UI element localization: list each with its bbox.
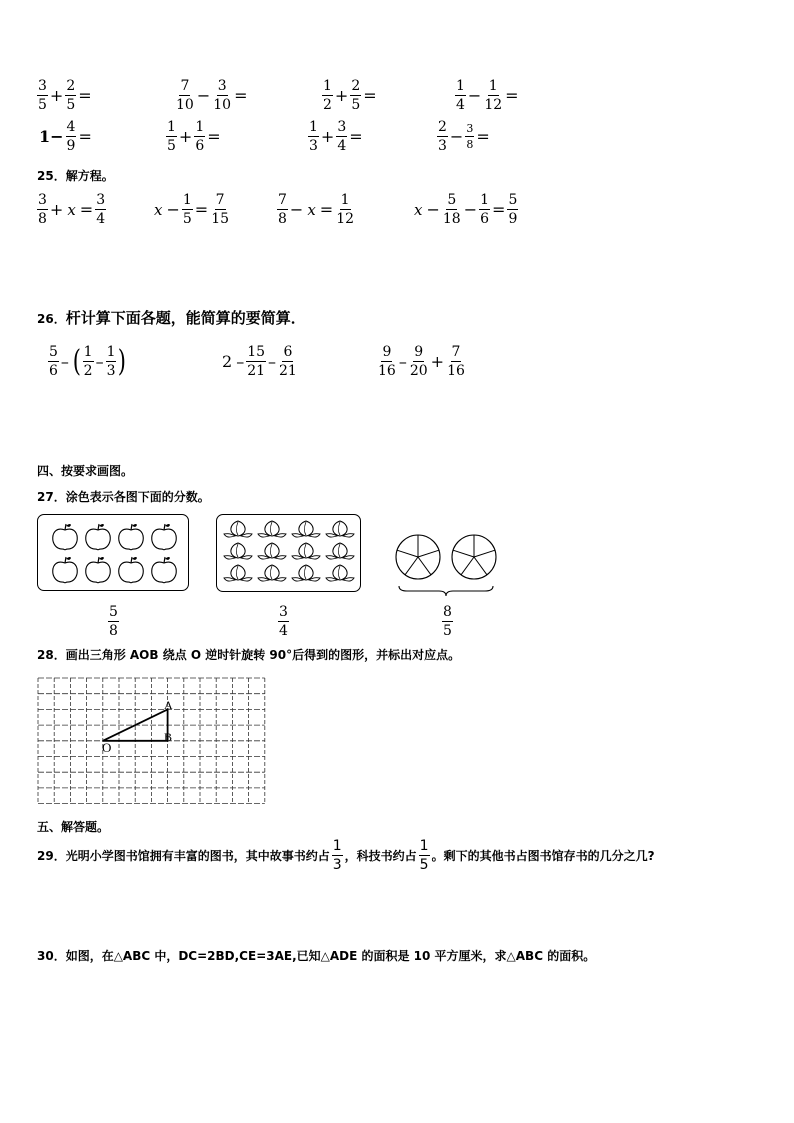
question-number: 26． xyxy=(37,312,66,326)
numerator: 9 xyxy=(414,344,424,360)
numerator: 1 xyxy=(182,192,192,208)
equation-3 xyxy=(277,192,355,227)
variable-x: x xyxy=(307,200,316,219)
numerator: 7 xyxy=(180,78,190,94)
fraction-3-4 xyxy=(278,604,289,639)
point-b-label: B xyxy=(164,730,173,744)
simplify-1 xyxy=(48,344,128,379)
peach-icon xyxy=(326,543,354,559)
operator: − xyxy=(463,200,478,219)
peach-icon xyxy=(224,521,252,537)
right-parenthesis: ) xyxy=(118,343,127,379)
numerator: 3 xyxy=(96,192,106,208)
denominator: 8 xyxy=(466,138,474,151)
question-text: 。剩下的其他书占图书馆存书的几分之几? xyxy=(431,849,655,863)
operator: – xyxy=(95,352,104,371)
numerator: 1 xyxy=(195,119,205,135)
denominator: 9 xyxy=(508,211,518,227)
denominator: 2 xyxy=(83,363,93,379)
equals-sign: = xyxy=(505,86,519,105)
denominator: 10 xyxy=(213,97,232,113)
apple-icon xyxy=(119,524,144,550)
whole-number: 1− xyxy=(39,127,64,146)
equals-sign: = xyxy=(207,127,221,146)
denominator: 12 xyxy=(484,97,503,113)
denominator: 3 xyxy=(309,138,318,154)
denominator: 5 xyxy=(443,623,452,639)
numerator: 1 xyxy=(332,838,342,854)
apple-icon xyxy=(86,524,111,550)
denominator: 6 xyxy=(49,363,58,379)
question-text: ，科技书约占 xyxy=(344,849,417,863)
equals-sign: = xyxy=(234,86,248,105)
apple-icon xyxy=(152,557,177,583)
numerator: 3 xyxy=(337,119,347,135)
calc-2-3 xyxy=(308,119,365,154)
calc-1-1 xyxy=(37,78,94,113)
denominator: 12 xyxy=(336,211,355,227)
numerator: 1 xyxy=(340,192,350,208)
numerator: 3 xyxy=(279,604,288,620)
question-25-title: 25．解方程。 xyxy=(37,169,114,183)
denominator: 21 xyxy=(279,363,297,379)
section-4-heading: 四、按要求画图。 xyxy=(37,464,134,478)
pie-circle-icon xyxy=(452,535,496,579)
numerator: 7 xyxy=(215,192,225,208)
denominator: 8 xyxy=(278,211,287,227)
numerator: 5 xyxy=(447,192,457,208)
equation-4 xyxy=(412,192,518,227)
operator: − xyxy=(196,86,211,105)
apples-drawing xyxy=(38,515,188,590)
question-30: 30．如图，在△ABC 中，DC=2BD,CE=3AE,已知△ADE 的面积是 10 平方厘米，求△ABC 的面积。 xyxy=(37,949,596,963)
pie-circle-icon xyxy=(396,535,440,579)
numerator: 7 xyxy=(278,192,287,208)
operator: − xyxy=(449,127,464,146)
numerator: 2 xyxy=(66,78,76,94)
peach-icon xyxy=(258,521,286,537)
denominator: 4 xyxy=(337,138,347,154)
denominator: 16 xyxy=(447,363,465,379)
numerator: 8 xyxy=(443,604,452,620)
denominator: 20 xyxy=(409,363,428,379)
denominator: 3 xyxy=(106,363,116,379)
apple-icon xyxy=(152,524,177,550)
operator: − xyxy=(426,200,440,219)
operator: + xyxy=(49,86,64,105)
variable-x: x xyxy=(414,200,423,219)
numerator: 3 xyxy=(466,122,474,135)
peach-icon xyxy=(326,521,354,537)
denominator: 21 xyxy=(247,363,266,379)
peach-icon xyxy=(292,565,320,581)
simplify-2 xyxy=(220,344,298,379)
numerator: 1 xyxy=(83,344,93,360)
denominator: 5 xyxy=(182,211,192,227)
denominator: 18 xyxy=(442,211,461,227)
grid-drawing xyxy=(36,676,272,808)
question-29 xyxy=(37,838,655,873)
denominator: 4 xyxy=(279,623,288,639)
denominator: 5 xyxy=(351,97,361,113)
denominator: 9 xyxy=(66,138,76,154)
numerator: 2 xyxy=(351,78,361,94)
operator: + xyxy=(334,86,349,105)
denominator: 3 xyxy=(438,138,447,154)
calc-2-2 xyxy=(166,119,223,154)
denominator: 16 xyxy=(378,363,396,379)
numerator: 1 xyxy=(323,78,332,94)
operator: + xyxy=(49,200,64,219)
numerator: 1 xyxy=(167,119,176,135)
numerator: 4 xyxy=(66,119,76,135)
denominator: 6 xyxy=(195,138,205,154)
question-27-title: 27．涂色表示各图下面的分数。 xyxy=(37,490,210,504)
operator: + xyxy=(320,127,335,146)
calc-2-4 xyxy=(437,119,492,154)
numerator: 5 xyxy=(49,344,58,360)
equals-sign: = xyxy=(194,200,209,219)
numerator: 1 xyxy=(419,838,429,854)
apple-icon xyxy=(53,524,78,550)
denominator: 3 xyxy=(332,857,342,873)
peach-icon xyxy=(258,543,286,559)
peach-icon xyxy=(224,543,252,559)
numerator: 6 xyxy=(283,344,293,360)
calc-2-1 xyxy=(37,119,94,154)
question-text: 杆计算下面各题，能简算的要简算． xyxy=(65,309,306,327)
operator: – xyxy=(398,352,407,371)
equals-sign: = xyxy=(79,200,94,219)
peach-icon xyxy=(258,565,286,581)
equals-sign: = xyxy=(476,127,490,146)
peaches-drawing xyxy=(217,515,360,591)
denominator: 5 xyxy=(419,857,429,873)
fraction-5-8 xyxy=(108,604,119,639)
question-text: 29．光明小学图书馆拥有丰富的图书，其中故事书约占 xyxy=(37,849,330,863)
numerator: 7 xyxy=(451,344,461,360)
peach-icon xyxy=(292,543,320,559)
denominator: 5 xyxy=(38,97,47,113)
peach-icon xyxy=(292,521,320,537)
equation-2 xyxy=(152,192,230,227)
operator: – xyxy=(268,352,277,371)
curly-brace xyxy=(399,586,493,596)
denominator: 2 xyxy=(323,97,332,113)
simplify-3 xyxy=(377,344,466,379)
numerator: 1 xyxy=(106,344,116,360)
peach-icon xyxy=(224,565,252,581)
numerator: 5 xyxy=(109,604,118,620)
equals-sign: = xyxy=(78,127,92,146)
circles-drawing xyxy=(393,530,503,610)
denominator: 4 xyxy=(96,211,106,227)
peach-icon xyxy=(326,565,354,581)
denominator: 15 xyxy=(211,211,230,227)
numerator: 2 xyxy=(438,119,447,135)
variable-x: x xyxy=(154,200,163,219)
calc-1-4 xyxy=(455,78,521,113)
operator: − xyxy=(166,200,180,219)
equals-sign: = xyxy=(349,127,363,146)
point-a-label: A xyxy=(164,698,173,712)
equals-sign: = xyxy=(492,200,506,219)
denominator: 5 xyxy=(66,97,76,113)
numerator: 3 xyxy=(38,78,47,94)
numerator: 5 xyxy=(508,192,518,208)
apple-icon xyxy=(53,557,78,583)
denominator: 8 xyxy=(109,623,118,639)
numerator: 1 xyxy=(480,192,490,208)
point-o-label: O xyxy=(102,740,112,755)
operator: – xyxy=(60,352,69,371)
numerator: 1 xyxy=(309,119,318,135)
equals-sign: = xyxy=(363,86,377,105)
fraction-8-5 xyxy=(442,604,453,639)
question-28-title: 28．画出三角形 AOB 绕点 O 逆时针旋转 90°后得到的图形，并标出对应点。 xyxy=(37,648,461,662)
denominator: 4 xyxy=(456,97,465,113)
question-26-title xyxy=(37,307,306,328)
apple-icon xyxy=(119,557,144,583)
numerator: 15 xyxy=(247,344,266,360)
left-parenthesis: ( xyxy=(72,343,81,379)
denominator: 6 xyxy=(480,211,490,227)
numerator: 1 xyxy=(456,78,465,94)
numerator: 3 xyxy=(38,192,47,208)
variable-x: x xyxy=(67,200,76,219)
denominator: 10 xyxy=(176,97,194,113)
equals-sign: = xyxy=(319,200,334,219)
operator: + xyxy=(178,127,193,146)
whole-number: 2 xyxy=(222,352,233,371)
apples-box xyxy=(37,514,189,591)
equals-sign: = xyxy=(78,86,92,105)
apple-icon xyxy=(86,557,111,583)
denominator: 8 xyxy=(38,211,47,227)
peaches-box xyxy=(216,514,361,592)
numerator: 1 xyxy=(488,78,498,94)
calc-1-3 xyxy=(322,78,379,113)
numerator: 3 xyxy=(217,78,227,94)
operator: – xyxy=(236,352,245,371)
calc-1-2 xyxy=(175,78,249,113)
denominator: 5 xyxy=(167,138,176,154)
section-5-heading: 五、解答题。 xyxy=(37,820,110,834)
operator: − xyxy=(289,200,304,219)
operator: + xyxy=(430,352,445,371)
equation-1 xyxy=(37,192,106,227)
numerator: 9 xyxy=(382,344,392,360)
operator: − xyxy=(467,86,482,105)
